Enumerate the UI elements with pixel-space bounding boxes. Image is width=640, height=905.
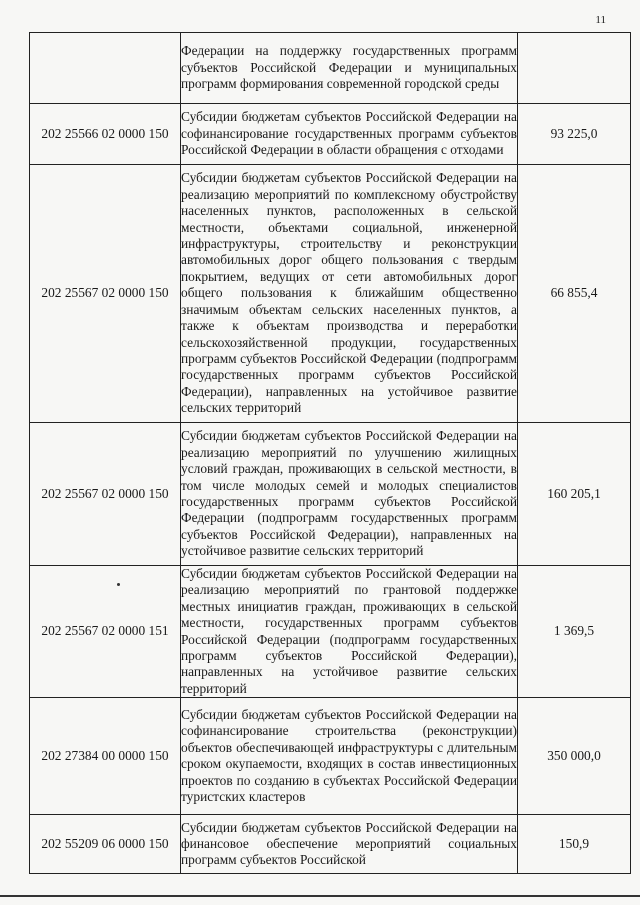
table-row — [30, 104, 631, 165]
description-text: Субсидии бюджетам субъектов Российской Федерации на софинансирование государственных программ субъектов Российской Федерации в области обращения с отходами — [181, 109, 517, 158]
description-cell — [181, 815, 518, 874]
description-text: Субсидии бюджетам субъектов Российской Федерации на софинансирование строительства (реконструкции) объектов обеспечивающей инфраструктуры с длительным сроком окупаемости, входящих в состав инвестиционных проектов по созданию в субъектах Российской Федерации туристских кластеров — [181, 707, 517, 805]
description-text: Субсидии бюджетам субъектов Российской Федерации на финансовое обеспечение мероприятий социальных программ субъектов Российской — [181, 819, 517, 868]
description-cell — [181, 566, 518, 698]
description-cell — [181, 165, 518, 423]
description-text: Субсидии бюджетам субъектов Российской Федерации на реализацию мероприятий по улучшению жилищных условий граждан, проживающих в сельской местности, в том числе молодых семей и молодых специалистов государственных программ субъектов Российской Федерации (подпрограмм государственных программ субъектов Российской Федерации), направленных на устойчивое развитие сельских территорий — [181, 428, 517, 559]
description-cell — [181, 698, 518, 815]
budget-code-cell: 202 25566 02 0000 150 — [30, 104, 181, 165]
table-row — [30, 33, 631, 104]
budget-table — [29, 32, 631, 874]
amount-cell: 66 855,4 — [518, 165, 631, 423]
description-cell — [181, 423, 518, 566]
budget-code-cell: 202 25567 02 0000 150 — [30, 165, 181, 423]
budget-code-cell: 202 25567 02 0000 150 — [30, 423, 181, 566]
amount-cell — [518, 33, 631, 104]
description-text: Субсидии бюджетам субъектов Российской Федерации на реализацию мероприятий по грантовой поддержке местных инициатив граждан, проживающих в сельской местности, государственных программ субъектов Российской Федерации (подпрограмм государственных программ субъектов Российской Федерации), направленных на устойчивое развитие сельских территорий — [181, 566, 517, 696]
description-text: Федерации на поддержку государственных программ субъектов Российской Федерации и муниципальных программ формирования современной городской среды — [181, 43, 517, 92]
description-cell — [181, 33, 518, 104]
page-number: 11 — [595, 14, 606, 26]
bottom-edge-line — [0, 895, 640, 897]
amount-cell: 93 225,0 — [518, 104, 631, 165]
table-row — [30, 165, 631, 423]
stray-mark — [117, 583, 120, 586]
amount-cell: 160 205,1 — [518, 423, 631, 566]
description-cell — [181, 104, 518, 165]
description-text: Субсидии бюджетам субъектов Российской Федерации на реализацию мероприятий по комплексному обустройству населенных пунктов, расположенных в сельской местности, объектами социальной, инженерной инфраструктуры, строительству и реконструкции автомобильных дорог общего пользования с твердым покрытием, ведущих от сети автомобильных дорог общего пользования к ближайшим общественно значимым объектам сельских населенных пунктов, а также к объектам производства и переработки сельскохозяйственной продукции, государственных программ субъектов Российской Федерации (подпрограмм государственных программ субъектов Российской Федерации), направленных на устойчивое развитие сельских территорий — [181, 170, 517, 416]
table-row — [30, 423, 631, 566]
budget-code-cell: 202 55209 06 0000 150 — [30, 815, 181, 874]
amount-cell: 1 369,5 — [518, 566, 631, 698]
table-row — [30, 815, 631, 874]
amount-cell: 350 000,0 — [518, 698, 631, 815]
budget-code-cell: 202 25567 02 0000 151 — [30, 566, 181, 698]
table-row — [30, 698, 631, 815]
budget-code-cell — [30, 33, 181, 104]
budget-code-cell: 202 27384 00 0000 150 — [30, 698, 181, 815]
amount-cell: 150,9 — [518, 815, 631, 874]
